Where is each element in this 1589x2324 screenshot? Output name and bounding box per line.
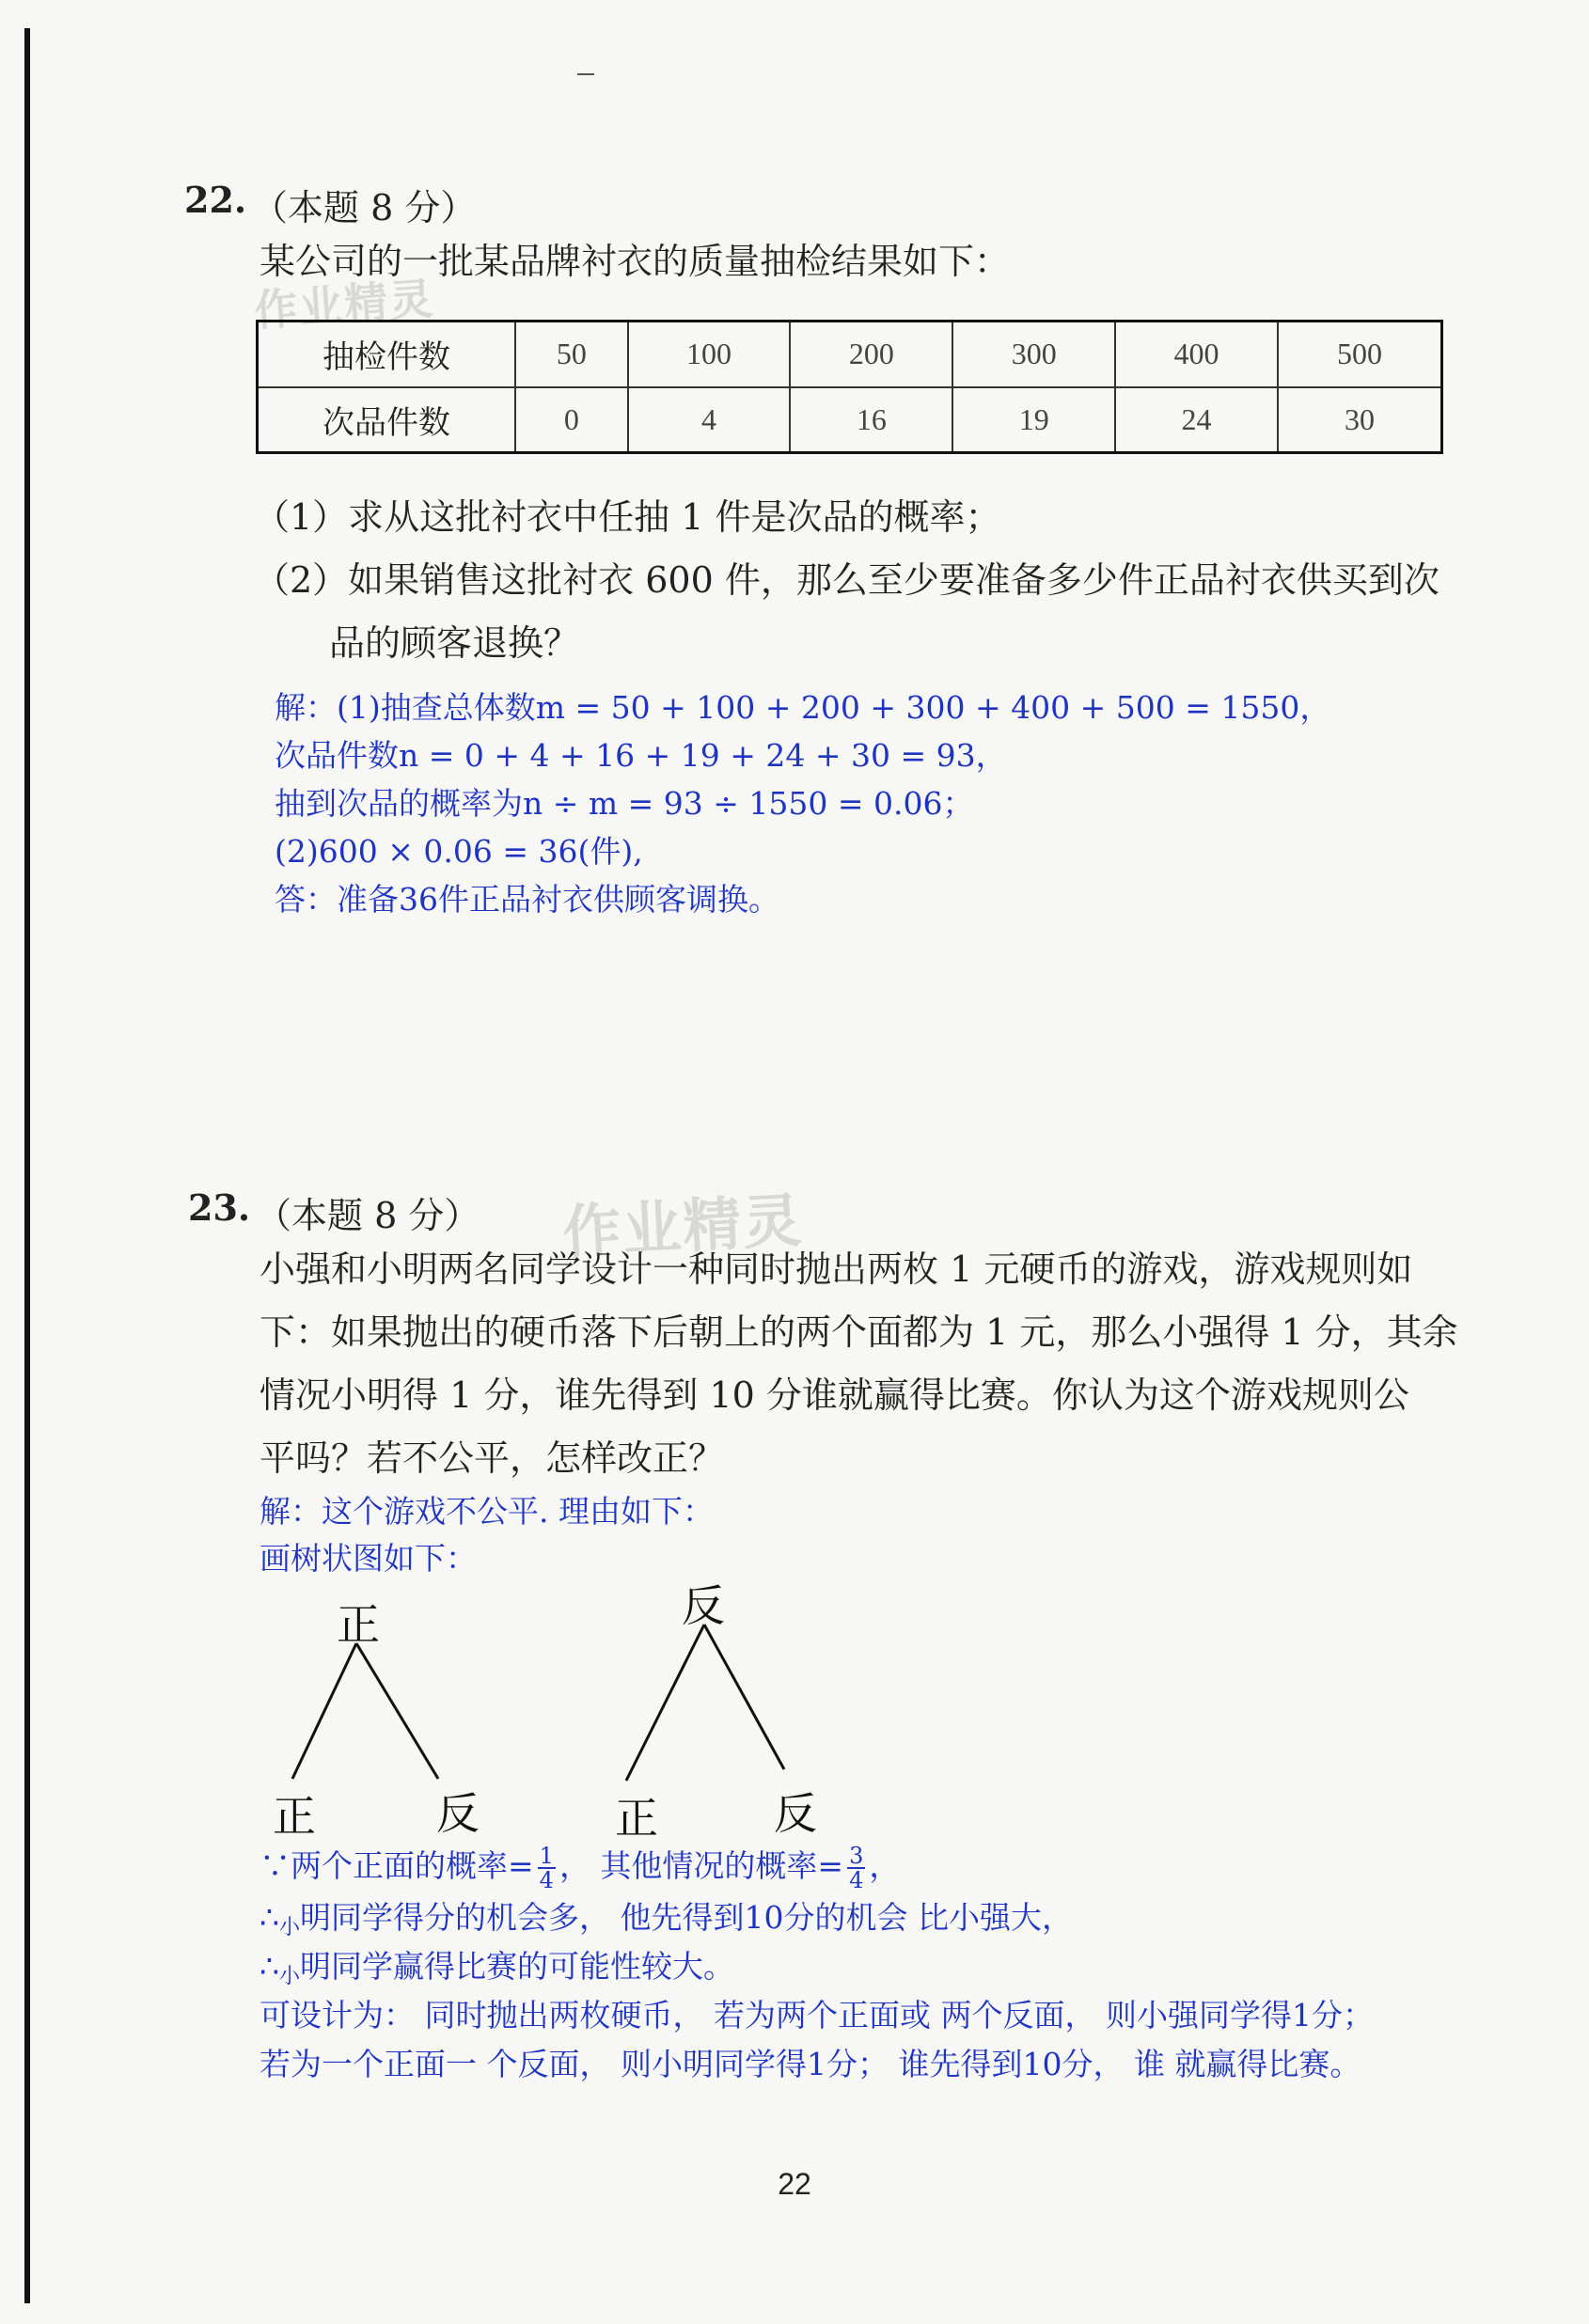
small-char: 小 xyxy=(279,1916,301,1939)
q22-answer-line4: (2)600 × 0.06 = 36(件), xyxy=(275,833,643,870)
q22-answer-line1: 解：(1)抽查总体数m = 50 + 100 + 200 + 300 + 400 + 500 = 1550， xyxy=(275,689,1331,726)
fraction-numerator: 1 xyxy=(539,1843,554,1869)
q23-number: 23. xyxy=(188,1186,251,1229)
prob-text: ， 其他情况的概率= xyxy=(559,1847,844,1884)
q22-number: 22. xyxy=(184,179,247,221)
tree-root-right: 反 xyxy=(682,1580,725,1631)
binding-spine xyxy=(24,28,30,2303)
q22-points: （本题 8 分） xyxy=(252,187,477,228)
table-row-label: 抽检件数 xyxy=(258,322,516,387)
q22-part2-line1: （2）如果销售这批衬衣 600 件，那么至少要准备多少件正品衬衣供买到次 xyxy=(254,559,1440,601)
table-cell: 30 xyxy=(1278,387,1442,453)
tree-root-left: 正 xyxy=(337,1599,380,1650)
table-cell: 0 xyxy=(515,387,628,453)
table-cell: 100 xyxy=(628,322,791,387)
q23-points: （本题 8 分） xyxy=(256,1195,480,1236)
tree-leaf: 反 xyxy=(436,1788,480,1839)
q23-answer-line4 xyxy=(260,1901,1073,1945)
tree-leaf: 正 xyxy=(615,1793,658,1844)
table-cell: 300 xyxy=(952,322,1115,387)
small-char: 小 xyxy=(279,1965,301,1988)
table-row xyxy=(258,322,1442,387)
q23-answer-line1: 解：这个游戏不公平. 理由如下： xyxy=(260,1493,714,1530)
fraction-denominator: 4 xyxy=(539,1867,554,1893)
table-cell: 500 xyxy=(1278,322,1442,387)
q22-part1: （1）求从这批衬衣中任抽 1 件是次品的概率； xyxy=(254,496,1001,538)
table-row-label: 次品件数 xyxy=(258,387,516,453)
table-cell: 16 xyxy=(790,387,952,453)
prob-text: ∵两个正面的概率= xyxy=(260,1847,534,1884)
q22-part2-line2: 品的顾客退换？ xyxy=(329,622,580,664)
table-cell: 50 xyxy=(515,322,628,387)
table-cell: 24 xyxy=(1115,387,1278,453)
prob-text: ， xyxy=(869,1847,901,1884)
table-row xyxy=(258,387,1442,453)
q22-intro: 某公司的一批某品牌衬衣的质量抽检结果如下： xyxy=(260,241,1011,282)
table-cell: 400 xyxy=(1115,322,1278,387)
fraction-one-quarter xyxy=(538,1845,556,1892)
therefore-symbol: ∴ xyxy=(260,1899,279,1936)
tree-branch xyxy=(704,1625,784,1769)
fraction-denominator: 4 xyxy=(849,1867,864,1893)
q23-body-line4: 平吗？若不公平，怎样改正？ xyxy=(260,1437,725,1479)
page-number: 22 xyxy=(778,2167,811,2201)
q22-answer-line2: 次品件数n = 0 + 4 + 16 + 19 + 24 + 30 = 93， xyxy=(275,737,1007,774)
q23-body-line3: 情况小明得 1 分，谁先得到 10 分谁就赢得比赛。你认为这个游戏规则公 xyxy=(260,1374,1409,1416)
line-text: 明同学得分的机会多， 他先得到10分的机会 比小强大， xyxy=(300,1899,1073,1936)
q23-answer-line6: 可设计为： 同时抛出两枚硬币， 若为两个正面或 两个反面， 则小强同学得1分； xyxy=(260,1997,1374,2034)
watermark: 作业精灵 xyxy=(560,1186,806,1267)
q22-table xyxy=(256,320,1443,454)
q22-answer-line5: 答：准备36件正品衬衣供顾客调换。 xyxy=(275,881,779,918)
table-cell: 19 xyxy=(952,387,1115,453)
tree-branch xyxy=(626,1625,704,1781)
q22-answer-line3: 抽到次品的概率为n ÷ m = 93 ÷ 1550 = 0.06； xyxy=(275,785,974,822)
tree-leaf: 反 xyxy=(774,1788,817,1839)
therefore-symbol: ∴ xyxy=(260,1948,279,1985)
tree-branch xyxy=(356,1643,438,1779)
q23-answer-line7: 若为一个正面一 个反面， 则小明同学得1分； 谁先得到10分， 谁 就赢得比赛。 xyxy=(260,2046,1361,2082)
q23-body-line2: 下：如果抛出的硬币落下后朝上的两个面都为 1 元，那么小强得 1 分，其余 xyxy=(260,1311,1458,1353)
q23-answer-line2: 画树状图如下： xyxy=(260,1540,477,1577)
fraction-three-quarters xyxy=(847,1845,865,1892)
table-cell: 200 xyxy=(790,322,952,387)
fraction-numerator: 3 xyxy=(849,1843,864,1869)
q23-body-line1: 小强和小明两名同学设计一种同时抛出两枚 1 元硬币的游戏，游戏规则如 xyxy=(260,1248,1413,1290)
top-mark xyxy=(577,73,594,75)
watermark: 作业精灵 xyxy=(252,273,436,337)
tree-leaf: 正 xyxy=(273,1791,316,1842)
tree-branch xyxy=(292,1643,356,1779)
table-cell: 4 xyxy=(628,387,791,453)
q23-probability-line xyxy=(260,1845,900,1892)
q23-answer-line5 xyxy=(260,1950,734,1994)
line-text: 明同学赢得比赛的可能性较大。 xyxy=(300,1948,735,1985)
